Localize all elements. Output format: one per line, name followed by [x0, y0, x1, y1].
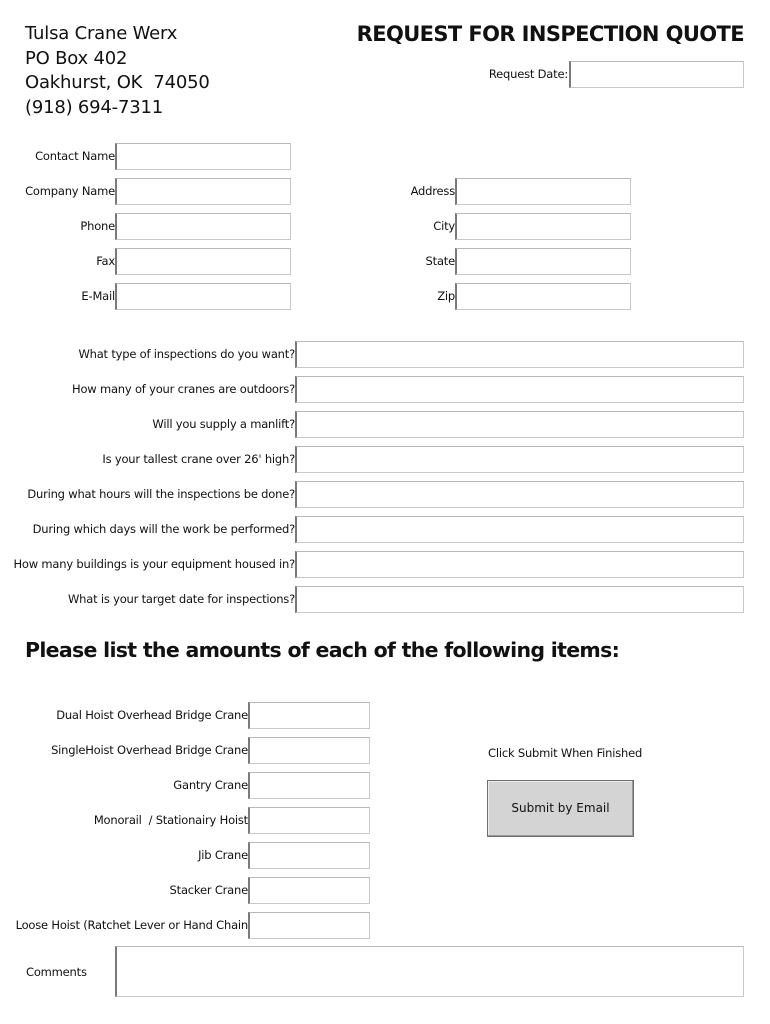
loose-hoist-field[interactable]: [248, 912, 370, 939]
company-address-2: Oakhurst, OK 74050: [25, 72, 210, 93]
fax-label: Fax: [96, 254, 115, 268]
phone-field[interactable]: [115, 213, 291, 240]
monorail-field[interactable]: [248, 807, 370, 834]
request-date-label: Request Date:: [488, 67, 568, 81]
comments-label: Comments: [26, 965, 87, 979]
question-label: Is your tallest crane over 26' high?: [102, 452, 295, 466]
buildings-field[interactable]: [295, 551, 744, 578]
question-label: What is your target date for inspections?: [68, 592, 295, 606]
address-label: Address: [410, 184, 455, 198]
manlift-field[interactable]: [295, 411, 744, 438]
inspection-hours-field[interactable]: [295, 481, 744, 508]
items-heading: Please list the amounts of each of the following items:: [25, 638, 620, 662]
company-block: [25, 22, 210, 120]
tallest-crane-field[interactable]: [295, 446, 744, 473]
state-field[interactable]: [455, 248, 631, 275]
company-name-label: Company Name: [25, 184, 115, 198]
question-label: How many buildings is your equipment housed in?: [13, 557, 295, 571]
submit-hint: Click Submit When Finished: [488, 746, 643, 760]
question-label: During which days will the work be performed?: [32, 522, 295, 536]
company-name-field[interactable]: [115, 178, 291, 205]
submit-by-email-button[interactable]: Submit by Email: [487, 780, 634, 837]
question-label: How many of your cranes are outdoors?: [72, 382, 295, 396]
company-address-1: PO Box 402: [25, 47, 128, 69]
stacker-crane-field[interactable]: [248, 877, 370, 904]
fax-field[interactable]: [115, 248, 291, 275]
item-label: Monorail / Stationairy Hoist: [93, 813, 248, 827]
state-label: State: [425, 254, 455, 268]
company-phone: (918) 694-7311: [25, 96, 163, 118]
contact-name-label: Contact Name: [35, 149, 115, 163]
question-label: During what hours will the inspections be done?: [27, 487, 295, 501]
email-label: E-Mail: [81, 289, 115, 303]
target-date-field[interactable]: [295, 586, 744, 613]
inspection-type-field[interactable]: [295, 341, 744, 368]
request-date-field[interactable]: [569, 61, 744, 88]
address-field[interactable]: [455, 178, 631, 205]
phone-label: Phone: [80, 219, 115, 233]
question-label: What type of inspections do you want?: [78, 347, 295, 361]
comments-field[interactable]: [115, 946, 744, 997]
item-label: Gantry Crane: [173, 778, 248, 792]
outdoor-cranes-field[interactable]: [295, 376, 744, 403]
zip-field[interactable]: [455, 283, 631, 310]
dual-hoist-field[interactable]: [248, 702, 370, 729]
zip-label: Zip: [437, 289, 455, 303]
item-label: Dual Hoist Overhead Bridge Crane: [56, 708, 248, 722]
jib-crane-field[interactable]: [248, 842, 370, 869]
single-hoist-field[interactable]: [248, 737, 370, 764]
email-field[interactable]: [115, 283, 291, 310]
question-label: Will you supply a manlift?: [152, 417, 295, 431]
city-field[interactable]: [455, 213, 631, 240]
item-label: Jib Crane: [198, 848, 248, 862]
work-days-field[interactable]: [295, 516, 744, 543]
page-title: REQUEST FOR INSPECTION QUOTE: [356, 22, 744, 46]
gantry-crane-field[interactable]: [248, 772, 370, 799]
contact-name-field[interactable]: [115, 143, 291, 170]
item-label: Loose Hoist (Ratchet Lever or Hand Chain: [15, 918, 248, 932]
city-label: City: [433, 219, 455, 233]
company-name: Tulsa Crane Werx: [25, 23, 178, 44]
item-label: SingleHoist Overhead Bridge Crane: [51, 743, 248, 757]
item-label: Stacker Crane: [169, 883, 248, 897]
